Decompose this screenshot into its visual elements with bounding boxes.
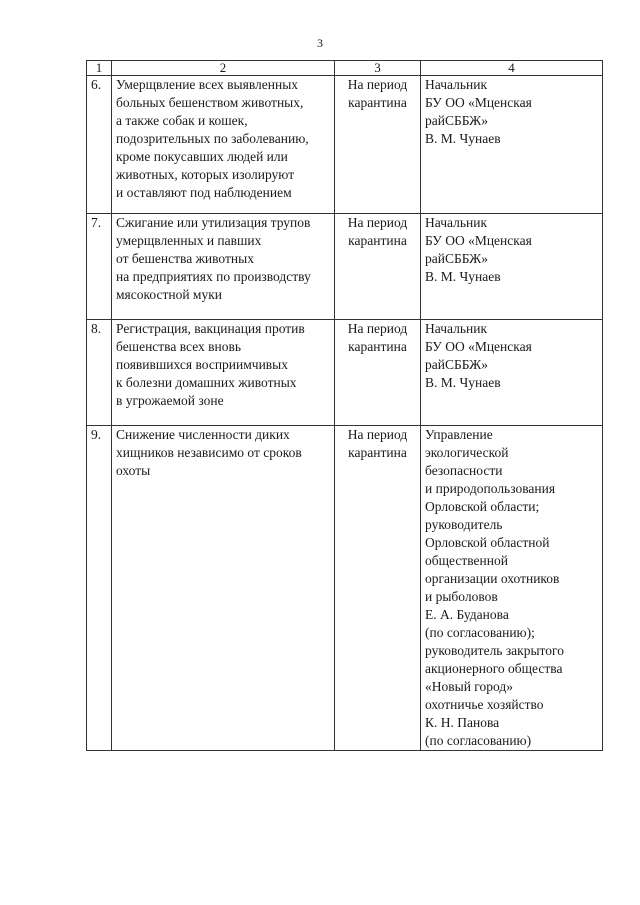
measure-line: к болезни домашних животных xyxy=(116,375,297,390)
table-header-row xyxy=(87,61,603,76)
responsible-line: Начальник xyxy=(425,77,488,92)
responsible-line: общественной xyxy=(425,553,508,568)
measure-line: появившихся восприимчивых xyxy=(116,357,288,372)
measures-table xyxy=(86,60,603,751)
responsible-line: райСББЖ» xyxy=(425,251,488,266)
responsible-line: (по согласованию); xyxy=(425,625,535,640)
column-header-2: 2 xyxy=(112,61,335,76)
table-row xyxy=(87,214,603,320)
measure-line: кроме покусавших людей или xyxy=(116,149,288,164)
measure-line: Регистрация, вакцинация против xyxy=(116,321,305,336)
term-cell xyxy=(335,76,421,214)
page-number: 3 xyxy=(317,36,323,50)
term-line: карантина xyxy=(348,233,407,248)
table-row xyxy=(87,76,603,214)
responsible-line: Начальник xyxy=(425,321,488,336)
responsible-line: Начальник xyxy=(425,215,488,230)
responsible-line: Управление xyxy=(425,427,493,442)
column-header-1: 1 xyxy=(87,61,112,76)
row-number: 7. xyxy=(87,214,112,320)
responsible-cell xyxy=(421,426,603,751)
term-line: карантина xyxy=(348,95,407,110)
term-line: На период xyxy=(347,427,408,442)
responsible-line: райСББЖ» xyxy=(425,113,488,128)
responsible-line: райСББЖ» xyxy=(425,357,488,372)
responsible-line: Орловской областной xyxy=(425,535,550,550)
responsible-line: БУ ОО «Мценская xyxy=(425,95,532,110)
measure-cell xyxy=(112,426,335,751)
measure-line: животных, которых изолируют xyxy=(116,167,295,182)
row-number: 6. xyxy=(87,76,112,214)
responsible-line: В. М. Чунаев xyxy=(425,269,501,284)
responsible-line: В. М. Чунаев xyxy=(425,131,501,146)
measure-line: умерщвленных и павших xyxy=(116,233,262,248)
measure-line: мясокостной муки xyxy=(116,287,222,302)
responsible-line: акционерного общества xyxy=(425,661,563,676)
responsible-line: БУ ОО «Мценская xyxy=(425,339,532,354)
responsible-line: «Новый город» xyxy=(425,679,513,694)
responsible-line: и природопользования xyxy=(425,481,556,496)
measure-line: на предприятиях по производству xyxy=(116,269,311,284)
column-header-3: 3 xyxy=(335,61,421,76)
responsible-line: экологической xyxy=(425,445,509,460)
responsible-cell xyxy=(421,320,603,426)
responsible-line: охотничье хозяйство xyxy=(425,697,544,712)
measure-line: а также собак и кошек, xyxy=(116,113,248,128)
term-cell xyxy=(335,214,421,320)
table-row xyxy=(87,426,603,751)
responsible-line: Орловской области; xyxy=(425,499,540,514)
measure-cell xyxy=(112,320,335,426)
measure-line: больных бешенством животных, xyxy=(116,95,304,110)
term-cell xyxy=(335,426,421,751)
measure-cell xyxy=(112,76,335,214)
measure-line: Умерщвление всех выявленных xyxy=(116,77,299,92)
term-line: карантина xyxy=(348,339,407,354)
table-row xyxy=(87,320,603,426)
responsible-cell xyxy=(421,214,603,320)
measure-line: в угрожаемой зоне xyxy=(116,393,224,408)
responsible-line: организации охотников xyxy=(425,571,560,586)
measure-line: бешенства всех вновь xyxy=(116,339,242,354)
row-number: 8. xyxy=(87,320,112,426)
responsible-line: БУ ОО «Мценская xyxy=(425,233,532,248)
term-line: карантина xyxy=(348,445,407,460)
responsible-line: руководитель xyxy=(425,517,503,532)
column-header-4: 4 xyxy=(421,61,603,76)
row-number: 9. xyxy=(87,426,112,751)
responsible-line: и рыболовов xyxy=(425,589,498,604)
term-line: На период xyxy=(347,321,408,336)
responsible-line: Е. А. Буданова xyxy=(425,607,509,622)
measure-line: хищников независимо от сроков xyxy=(116,445,302,460)
measure-line: Сжигание или утилизация трупов xyxy=(116,215,311,230)
measure-cell xyxy=(112,214,335,320)
measure-line: подозрительных по заболеванию, xyxy=(116,131,309,146)
term-line: На период xyxy=(347,77,408,92)
measure-line: от бешенства животных xyxy=(116,251,254,266)
term-line: На период xyxy=(347,215,408,230)
responsible-line: (по согласованию) xyxy=(425,733,532,748)
responsible-line: безопасности xyxy=(425,463,503,478)
measure-line: Снижение численности диких xyxy=(116,427,290,442)
measure-line: и оставляют под наблюдением xyxy=(116,185,292,200)
responsible-cell xyxy=(421,76,603,214)
responsible-line: В. М. Чунаев xyxy=(425,375,501,390)
measure-line: охоты xyxy=(116,463,151,478)
term-cell xyxy=(335,320,421,426)
responsible-line: К. Н. Панова xyxy=(425,715,500,730)
table-body xyxy=(87,76,603,751)
responsible-line: руководитель закрытого xyxy=(425,643,564,658)
